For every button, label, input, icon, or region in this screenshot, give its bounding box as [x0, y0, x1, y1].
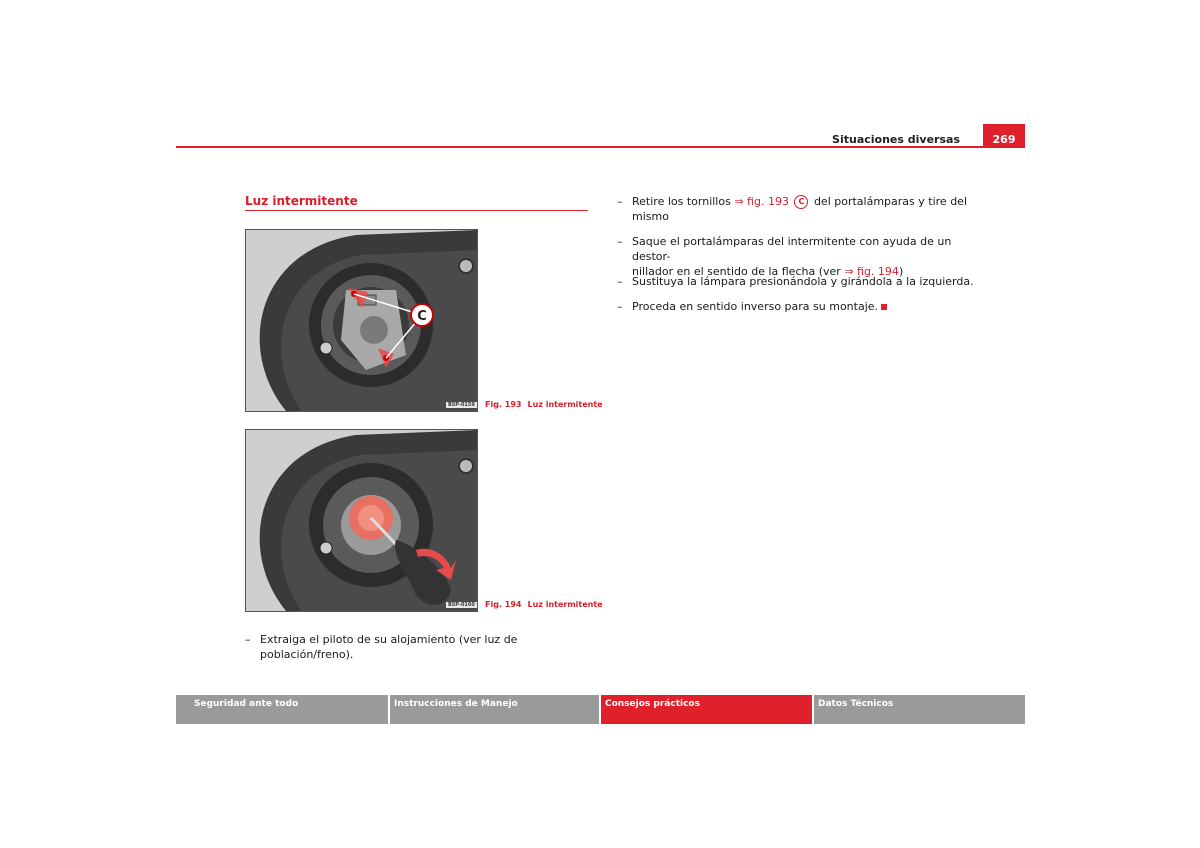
tab-datos-tecnicos[interactable]: Datos Técnicos: [814, 695, 1025, 724]
figure-label: Luz intermitente: [527, 400, 603, 409]
fig-194-link[interactable]: ⇒ fig. 194: [844, 265, 899, 278]
figure-code: B5P-0159: [448, 402, 475, 408]
header-section-title: Situaciones diversas: [832, 133, 960, 146]
bullet-dash: –: [617, 275, 623, 288]
tab-seguridad[interactable]: Seguridad ante todo: [176, 695, 388, 724]
step-remove-screws: [617, 194, 977, 226]
step-remove-holder: [617, 234, 977, 278]
step-text-line2: mismo: [632, 210, 669, 223]
bullet-dash: –: [617, 195, 623, 208]
step-text: ): [898, 265, 904, 278]
figure-193-caption: [485, 400, 603, 409]
end-of-section-marker: [881, 304, 887, 310]
step-text: del portalámparas y tire del: [810, 195, 967, 208]
bullet-dash: –: [617, 235, 623, 248]
section-title: Luz intermitente: [245, 194, 358, 208]
header-rule: [176, 146, 1025, 148]
fig-193-link[interactable]: ⇒ fig. 193: [734, 195, 789, 208]
figure-194-caption: [485, 600, 603, 609]
step-text: Extraiga el piloto de su alojamiento (ver luz de población/freno).: [260, 633, 518, 661]
callout-c-label: C: [417, 309, 427, 324]
tab-consejos-active[interactable]: Consejos prácticos: [601, 695, 812, 724]
section-title-rule: [245, 210, 588, 211]
figure-194-image: [245, 429, 478, 612]
step-text: Proceda en sentido inverso para su montaje.: [632, 300, 879, 313]
step-text: Retire los tornillos: [632, 195, 735, 208]
page-number-badge: 269: [983, 124, 1025, 148]
step-text: nillador en el sentido de la flecha (ver: [632, 265, 845, 278]
step-replace-bulb: [617, 274, 977, 290]
step-text: Sustituya la lámpara presionándola y girándola a la izquierda.: [632, 275, 974, 288]
step-extract-pilot: [245, 632, 605, 661]
tab-instrucciones[interactable]: Instrucciones de Manejo: [390, 695, 599, 724]
callout-c-marker: C: [794, 195, 808, 209]
figure-number: Fig. 194: [485, 600, 522, 609]
figure-label: Luz intermitente: [527, 600, 603, 609]
figure-number: Fig. 193: [485, 400, 522, 409]
figure-code: B5P-0160: [448, 602, 475, 608]
figure-193-image: [245, 229, 478, 412]
step-text: Saque el portalámparas del intermitente con ayuda de un destor-: [632, 235, 952, 263]
step-reassemble: [617, 299, 977, 315]
bullet-dash: –: [617, 300, 623, 313]
bullet-dash: –: [245, 633, 251, 646]
